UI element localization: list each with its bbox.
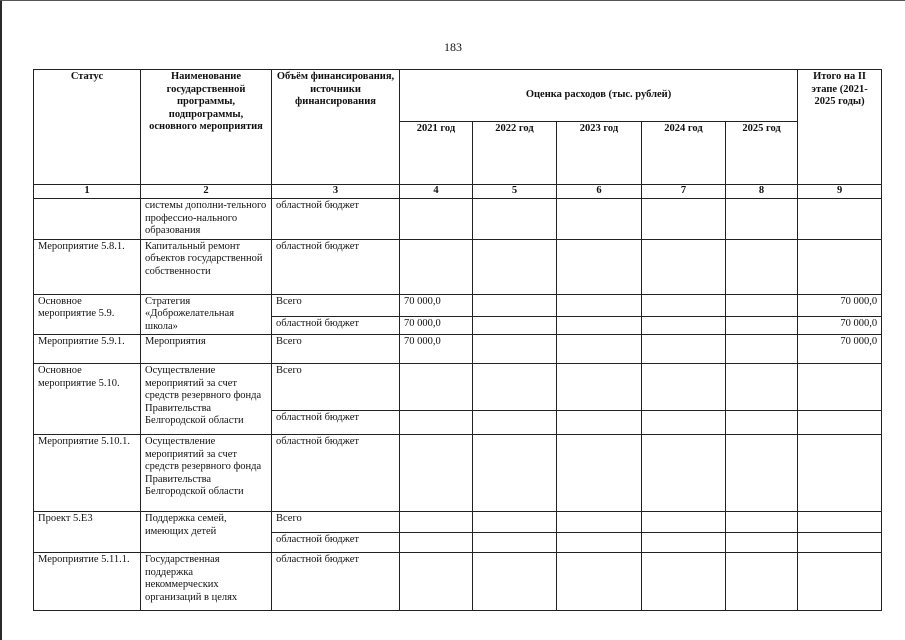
funding-source-cell: Всего [272,364,400,411]
value-2022-cell [473,512,557,533]
column-numbers-row [34,185,882,199]
column-number: 4 [400,185,473,199]
value-2023-cell [557,335,642,364]
header-funding: Объём финансирования, источники финансирования [272,70,400,185]
value-2025-cell [726,316,798,334]
scan-edge-left [0,0,2,640]
value-2024-cell [642,294,726,316]
value-2022-cell [473,553,557,611]
value-2023-cell [557,239,642,294]
value-2025-cell [726,553,798,611]
status-cell [34,199,141,240]
status-cell: Основное мероприятие 5.10. [34,364,141,435]
table-row [34,435,882,512]
header-year-2023: 2023 год [557,122,642,185]
value-2022-cell [473,364,557,411]
table-row [34,364,882,411]
value-2023-cell [557,199,642,240]
column-number: 7 [642,185,726,199]
value-2023-cell [557,512,642,533]
value-2023-cell [557,294,642,316]
value-2025-cell [726,294,798,316]
value-2023-cell [557,411,642,435]
column-number: 2 [141,185,272,199]
table-row [34,199,882,240]
page-number: 183 [444,40,462,54]
header-name: Наименование государственной программы, подпрограммы, основного мероприятия [141,70,272,185]
header-estimate: Оценка расходов (тыс. рублей) [400,70,798,122]
header-year-2022: 2022 год [473,122,557,185]
column-number: 6 [557,185,642,199]
funding-source-cell: областной бюджет [272,553,400,611]
value-2021-cell: 70 000,0 [400,335,473,364]
status-cell: Мероприятие 5.11.1. [34,553,141,611]
total-cell: 70 000,0 [798,294,882,316]
status-cell: Мероприятие 5.9.1. [34,335,141,364]
value-2023-cell [557,435,642,512]
value-2023-cell [557,553,642,611]
value-2022-cell [473,435,557,512]
funding-source-cell: областной бюджет [272,316,400,334]
table-row [34,335,882,364]
funding-source-cell: Всего [272,335,400,364]
value-2025-cell [726,239,798,294]
value-2022-cell [473,335,557,364]
value-2021-cell [400,411,473,435]
total-cell [798,364,882,411]
value-2022-cell [473,199,557,240]
value-2021-cell [400,364,473,411]
value-2023-cell [557,364,642,411]
header-year-2024: 2024 год [642,122,726,185]
funding-source-cell: областной бюджет [272,239,400,294]
value-2021-cell: 70 000,0 [400,316,473,334]
value-2021-cell [400,435,473,512]
column-number: 5 [473,185,557,199]
value-2024-cell [642,512,726,533]
status-cell: Мероприятие 5.10.1. [34,435,141,512]
column-number: 8 [726,185,798,199]
header-total: Итого на II этапе (2021-2025 годы) [798,70,882,185]
value-2024-cell [642,533,726,553]
value-2025-cell [726,435,798,512]
value-2021-cell [400,533,473,553]
name-cell: системы дополни-тельного профессио-нального образования [141,199,272,240]
total-cell [798,533,882,553]
value-2024-cell [642,364,726,411]
column-number: 1 [34,185,141,199]
total-cell [798,239,882,294]
name-cell: Осуществление мероприятий за счет средств резервного фонда Правительства Белгородской области [141,435,272,512]
table-row [34,512,882,533]
value-2024-cell [642,239,726,294]
value-2024-cell [642,411,726,435]
header-status: Статус [34,70,141,185]
value-2022-cell [473,239,557,294]
value-2021-cell [400,199,473,240]
value-2022-cell [473,411,557,435]
total-cell [798,553,882,611]
value-2024-cell [642,435,726,512]
column-number: 3 [272,185,400,199]
value-2022-cell [473,316,557,334]
table-row [34,553,882,611]
value-2024-cell [642,335,726,364]
name-cell: Поддержка семей, имеющих детей [141,512,272,553]
name-cell: Государственная поддержка некоммерческих организаций в целях [141,553,272,611]
value-2021-cell [400,512,473,533]
total-cell: 70 000,0 [798,316,882,334]
status-cell: Основное мероприятие 5.9. [34,294,141,335]
funding-source-cell: областной бюджет [272,411,400,435]
value-2022-cell [473,294,557,316]
status-cell: Проект 5.Е3 [34,512,141,553]
value-2021-cell [400,239,473,294]
name-cell: Капитальный ремонт объектов государственной собственности [141,239,272,294]
table-row [34,239,882,294]
funding-source-cell: областной бюджет [272,435,400,512]
value-2024-cell [642,553,726,611]
table-row [34,294,882,316]
funding-source-cell: областной бюджет [272,533,400,553]
value-2025-cell [726,364,798,411]
value-2025-cell [726,199,798,240]
funding-source-cell: Всего [272,294,400,316]
total-cell [798,435,882,512]
total-cell [798,411,882,435]
value-2024-cell [642,199,726,240]
value-2021-cell: 70 000,0 [400,294,473,316]
header-year-2025: 2025 год [726,122,798,185]
budget-table [33,69,882,611]
value-2021-cell [400,553,473,611]
value-2024-cell [642,316,726,334]
name-cell: Мероприятия [141,335,272,364]
header-year-2021: 2021 год [400,122,473,185]
total-cell [798,199,882,240]
total-cell [798,512,882,533]
funding-source-cell: областной бюджет [272,199,400,240]
column-number: 9 [798,185,882,199]
value-2025-cell [726,335,798,364]
value-2025-cell [726,411,798,435]
value-2025-cell [726,512,798,533]
value-2022-cell [473,533,557,553]
name-cell: Осуществление мероприятий за счет средств резервного фонда Правительства Белгородской области [141,364,272,435]
total-cell: 70 000,0 [798,335,882,364]
scan-edge-top [0,0,905,1]
value-2023-cell [557,316,642,334]
funding-source-cell: Всего [272,512,400,533]
value-2023-cell [557,533,642,553]
value-2025-cell [726,533,798,553]
name-cell: Стратегия «Доброжелательная школа» [141,294,272,335]
status-cell: Мероприятие 5.8.1. [34,239,141,294]
